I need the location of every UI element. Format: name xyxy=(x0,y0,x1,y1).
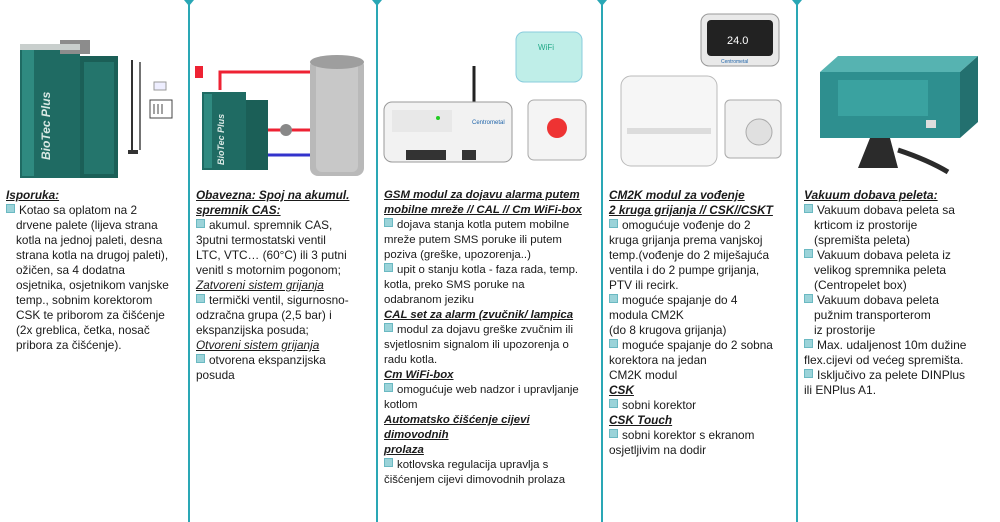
line: pužnim transporterom xyxy=(814,308,931,322)
bullet-icon xyxy=(804,339,813,348)
line: kotla, preko SMS poruke na xyxy=(384,279,525,291)
line: čišćenjem cijevi dimovodnih prolaza xyxy=(384,474,566,486)
auto-cleaning-subtitle-2: prolaza xyxy=(384,444,424,456)
accumulator-illustration xyxy=(190,0,376,180)
bullet-icon xyxy=(609,399,618,408)
accumulator-text xyxy=(196,188,372,383)
line: temp.(vođenje do 2 miješajuća xyxy=(609,248,770,262)
line: krticom iz prostorije xyxy=(814,218,918,232)
line: CM2K modul xyxy=(609,368,678,382)
cm2k-title-2: 2 kruga grijanja // CSK//CSKT xyxy=(609,203,773,217)
line: sobni korektor xyxy=(622,398,697,412)
gsm-illustration xyxy=(378,0,601,180)
bullet-icon xyxy=(196,354,205,363)
bullet-icon xyxy=(384,458,393,467)
line: Vakuum dobava peleta sa xyxy=(817,203,955,217)
line: kotlovska regulacija upravlja s xyxy=(397,459,549,471)
line: akumul. spremnik CAS, xyxy=(209,218,333,232)
vacuum-device-image xyxy=(798,0,1000,180)
line: upit o stanju kotla - faza rada, temp. xyxy=(397,264,579,276)
bullet-icon xyxy=(384,263,393,272)
boiler-label: BioTec Plus xyxy=(39,91,53,160)
device-brand: Centrometal xyxy=(721,59,749,65)
bullet-icon xyxy=(384,323,393,332)
line: modula CM2K xyxy=(609,308,684,322)
cm2k-illustration xyxy=(603,0,796,180)
cm2k-devices-image xyxy=(603,0,796,180)
open-system-subtitle: Otvoreni sistem grijanja xyxy=(196,338,320,352)
bullet-icon xyxy=(609,294,618,303)
line: ekspanzijska posuda; xyxy=(196,323,309,337)
bullet-icon xyxy=(609,429,618,438)
line: 3putni termostatski ventil xyxy=(196,233,326,247)
gsm-devices-image xyxy=(378,0,601,180)
line: Isključivo za pelete DINPlus xyxy=(817,368,966,382)
delivery-text xyxy=(6,188,184,353)
column-vacuum-feed xyxy=(798,0,1000,522)
boiler-image xyxy=(0,0,188,180)
line: kotlom xyxy=(384,399,418,411)
line: modul za dojavu greške zvučnim ili xyxy=(397,324,573,336)
line: otvorena ekspanzijska xyxy=(209,353,326,367)
line: poziva (greške, upozorenja..) xyxy=(384,249,531,261)
auto-cleaning-subtitle: Automatsko čišćenje cijevi dimovodnih xyxy=(384,414,530,441)
bullet-icon xyxy=(804,294,813,303)
line: PTV ili recirk. xyxy=(609,278,679,292)
cm2k-text xyxy=(609,188,792,458)
line: moguće spajanje do 4 xyxy=(622,293,738,307)
accumulator-title-2: spremnik CAS: xyxy=(196,203,281,217)
line: dojava stanja kotla putem mobilne xyxy=(397,219,570,231)
boiler-label: BioTec Plus xyxy=(216,113,226,165)
gsm-title-2: mobilne mreže // CAL // Cm WiFi-box xyxy=(384,204,582,216)
line: kruga grijanja prema vanjskoj xyxy=(609,233,763,247)
line: ili ENPlus A1. xyxy=(804,383,877,397)
line: Vakuum dobava peleta iz xyxy=(817,248,951,262)
bullet-icon xyxy=(384,218,393,227)
csk-touch-subtitle: CSK Touch xyxy=(609,413,673,427)
delivery-title: Isporuka: xyxy=(6,188,60,202)
line: Vakuum dobava peleta xyxy=(817,293,939,307)
vacuum-text xyxy=(804,188,996,398)
line: venitl s motornim pogonom; xyxy=(196,263,341,277)
vacuum-illustration xyxy=(798,0,1000,180)
closed-system-subtitle: Zatvoreni sistem grijanja xyxy=(196,278,324,292)
line: CSK te priborom za čišćenje xyxy=(16,308,165,322)
line: iz prostorije xyxy=(814,323,876,337)
line: odzračna grupa (2,5 bar) i xyxy=(196,308,332,322)
boiler-tank-image xyxy=(190,0,376,180)
line: posuda xyxy=(196,368,235,382)
bullet-icon xyxy=(384,383,393,392)
line: svjetlosnim signalom ili upozorenja o xyxy=(384,339,569,351)
line: ožičen, sa 4 dodatna xyxy=(16,263,125,277)
wifi-box-subtitle: Cm WiFi-box xyxy=(384,369,454,381)
bullet-icon xyxy=(609,219,618,228)
line: omogućuje web nadzor i upravljanje xyxy=(397,384,579,396)
line: omogućuje vođenje do 2 xyxy=(622,218,751,232)
line: velikog spremnika peleta xyxy=(814,263,947,277)
vacuum-title: Vakuum dobava peleta: xyxy=(804,188,938,202)
line: kotla na jednoj paleti, desna xyxy=(16,233,163,247)
csk-subtitle: CSK xyxy=(609,383,634,397)
wifi-label: WiFi xyxy=(538,43,554,52)
bullet-icon xyxy=(196,219,205,228)
bullet-icon xyxy=(804,249,813,258)
line: korektora na jedan xyxy=(609,353,707,367)
line: (2x greblica, četka, nosač xyxy=(16,323,150,337)
device-brand: Centrometal xyxy=(472,120,505,126)
line: strana kotla na drugoj paleti), xyxy=(16,248,169,262)
line: odabranom jeziku xyxy=(384,294,474,306)
touch-screen-temp: 24.0 xyxy=(727,35,749,47)
line: osjetnika, osjetnikom vanjske xyxy=(16,278,169,292)
line: drvene palete (lijeva strana xyxy=(16,218,158,232)
line: (do 8 krugova grijanja) xyxy=(609,323,727,337)
line: temp., sobnim korektorom xyxy=(16,293,153,307)
line: ventila i do 2 pumpe grijanja, xyxy=(609,263,760,277)
bullet-icon xyxy=(804,369,813,378)
line: (Centropelet box) xyxy=(814,278,907,292)
column-cm2k-module xyxy=(603,0,796,522)
line: sobni korektor s ekranom xyxy=(622,428,755,442)
column-accumulator xyxy=(190,0,376,522)
line: Kotao sa oplatom na 2 xyxy=(19,203,138,217)
bullet-icon xyxy=(6,204,15,213)
line: (spremišta peleta) xyxy=(814,233,911,247)
column-delivery xyxy=(0,0,188,522)
line: Max. udaljenost 10m dužine xyxy=(817,338,967,352)
boiler-illustration xyxy=(0,0,188,180)
line: radu kotla. xyxy=(384,354,438,366)
line: flex.cijevi od većeg spremišta. xyxy=(804,353,964,367)
column-gsm-module xyxy=(378,0,601,522)
bullet-icon xyxy=(196,294,205,303)
bullet-icon xyxy=(804,204,813,213)
accumulator-title: Obavezna: Spoj na akumul. xyxy=(196,188,350,202)
line: osjetljivim na dodir xyxy=(609,443,707,457)
cal-subtitle: CAL set za alarm (zvučnik/ lampica xyxy=(384,309,574,321)
line: pribora za čišćenje). xyxy=(16,338,122,352)
bullet-icon xyxy=(609,339,618,348)
gsm-title: GSM modul za dojavu alarma putem xyxy=(384,189,580,201)
line: LTC, VTC… (60°C) ili 3 putni xyxy=(196,248,347,262)
cm2k-title: CM2K modul za vođenje xyxy=(609,188,745,202)
line: moguće spajanje do 2 sobna xyxy=(622,338,773,352)
line: mreže putem SMS poruke ili putem xyxy=(384,234,562,246)
gsm-text xyxy=(384,188,597,488)
line: termički ventil, sigurnosno- xyxy=(209,293,349,307)
